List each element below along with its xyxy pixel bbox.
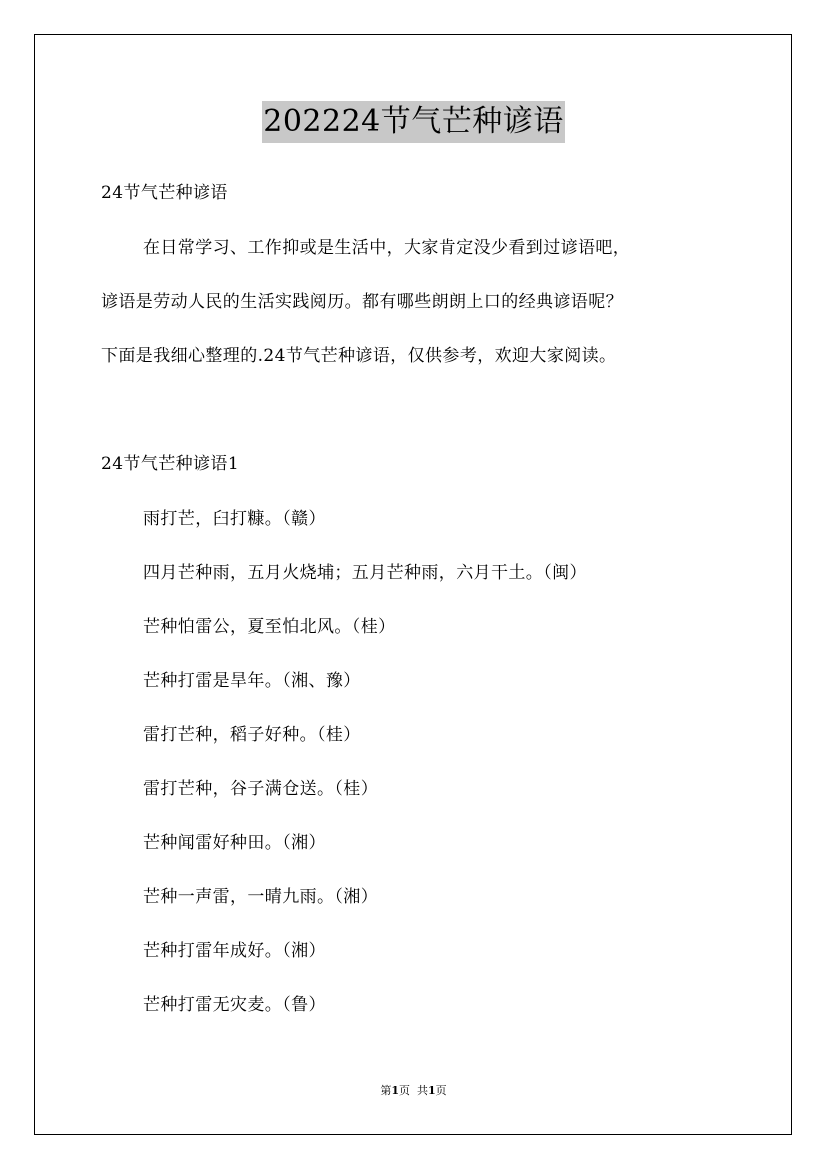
proverb-item: 雨打芒，臼打糠。（赣） (143, 509, 326, 529)
proverb-item: 芒种一声雷，一晴九雨。（湘） (143, 887, 379, 907)
document-title: 202224节气芒种谚语 (262, 101, 565, 143)
intro-line-3: 下面是我细心整理的.24节气芒种谚语，仅供参考，欢迎大家阅读。 (101, 346, 617, 366)
total-prefix: 共 (417, 1084, 428, 1097)
page-number: 1 (391, 1084, 399, 1097)
document-subtitle: 24节气芒种谚语 (101, 183, 228, 203)
proverb-item: 四月芒种雨，五月火烧埔；五月芒种雨，六月干土。（闽） (143, 563, 587, 583)
intro-line-2: 谚语是劳动人民的生活实践阅历。都有哪些朗朗上口的经典谚语呢？ (101, 292, 623, 312)
intro-line-1: 在日常学习、工作抑或是生活中，大家肯定没少看到过谚语吧， (143, 238, 631, 258)
page-prefix: 第 (380, 1084, 392, 1097)
total-pages: 1 (428, 1084, 436, 1097)
proverb-item: 芒种打雷无灾麦。（鲁） (143, 995, 326, 1015)
section-heading: 24节气芒种谚语1 (101, 454, 240, 474)
title-container (0, 101, 827, 143)
proverb-item: 雷打芒种，谷子满仓送。（桂） (143, 779, 379, 799)
proverb-item: 芒种打雷是旱年。（湘、豫） (143, 671, 361, 691)
total-suffix: 页 (435, 1084, 447, 1097)
proverb-item: 雷打芒种，稻子好种。（桂） (143, 725, 361, 745)
proverb-item: 芒种闻雷好种田。（湘） (143, 833, 326, 853)
proverb-item: 芒种怕雷公，夏至怕北风。（桂） (143, 617, 396, 637)
page-footer (0, 1083, 827, 1099)
proverb-item: 芒种打雷年成好。（湘） (143, 941, 326, 961)
page-suffix: 页 (399, 1084, 410, 1097)
